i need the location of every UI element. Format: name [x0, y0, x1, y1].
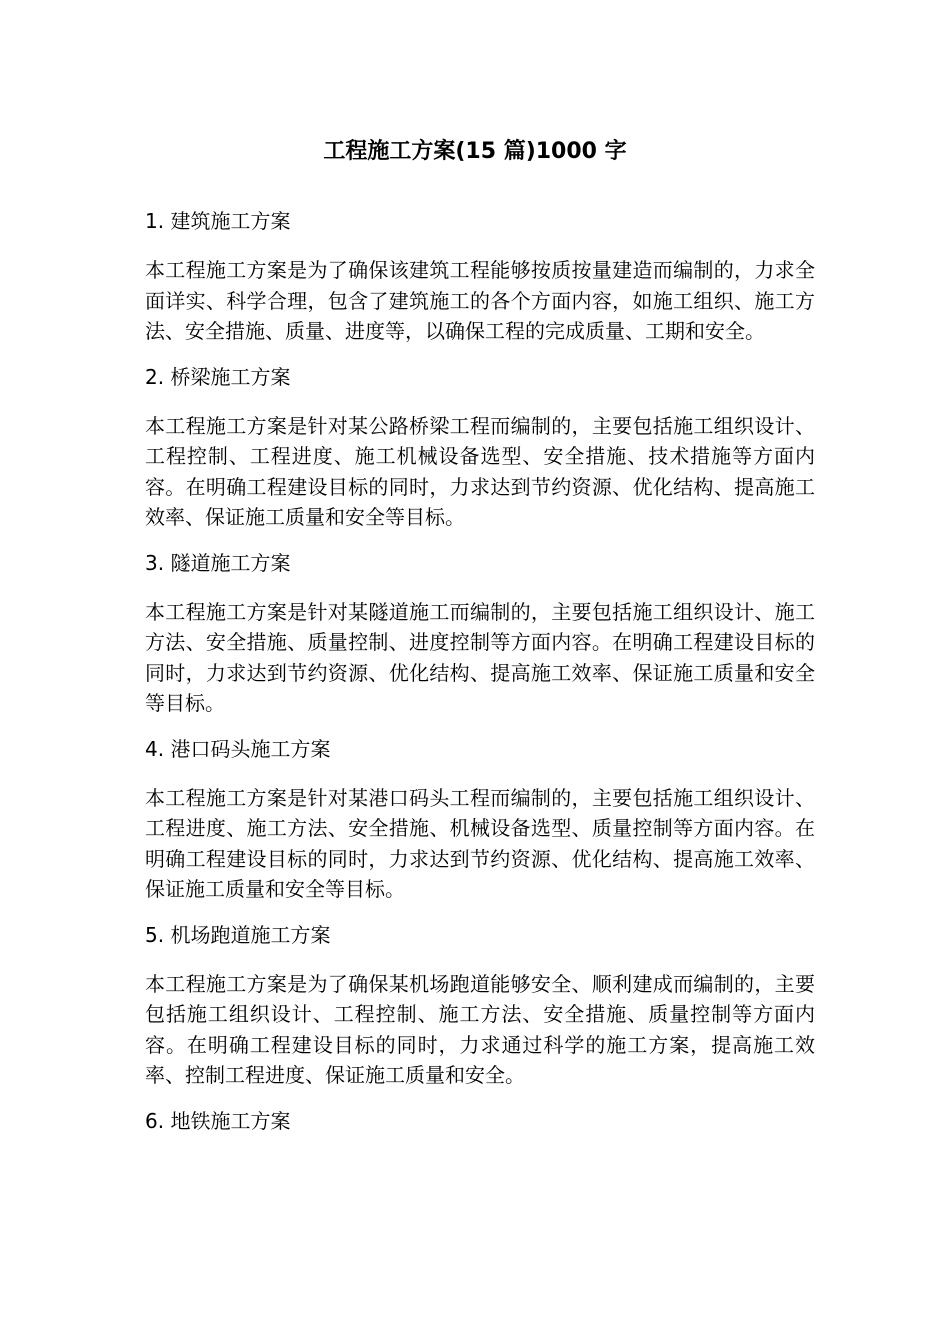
section-body-3: 本工程施工方案是针对某隧道施工而编制的，主要包括施工组织设计、施工方法、安全措施、质量控制、进度控制等方面内容。在明确工程建设目标的同时，力求达到节约资源、优化结构、提高施工效率、保证施工质量和安全等目标。 [145, 599, 815, 715]
section-heading-5: 5. 机场跑道施工方案 [145, 922, 331, 947]
section-body-2: 本工程施工方案是针对某公路桥梁工程而编制的，主要包括施工组织设计、工程控制、工程进度、施工机械设备选型、安全措施、技术措施等方面内容。在明确工程建设目标的同时，力求达到节约资源、优化结构、提高施工效率、保证施工质量和安全等目标。 [145, 413, 815, 529]
section-body-1: 本工程施工方案是为了确保该建筑工程能够按质按量建造而编制的，力求全面详实、科学合理，包含了建筑施工的各个方面内容，如施工组织、施工方法、安全措施、质量、进度等，以确保工程的完成质量、工期和安全。 [145, 258, 815, 343]
section-heading-2: 2. 桥梁施工方案 [145, 364, 291, 389]
section-heading-1: 1. 建筑施工方案 [145, 209, 291, 233]
section-heading-4: 4. 港口码头施工方案 [145, 736, 331, 761]
section-heading-3: 3. 隧道施工方案 [145, 550, 291, 575]
document-title: 工程施工方案(15 篇)1000 字 [323, 139, 627, 164]
section-body-5: 本工程施工方案是为了确保某机场跑道能够安全、顺利建成而编制的，主要包括施工组织设计、工程控制、施工方法、安全措施、质量控制等方面内容。在明确工程建设目标的同时，力求通过科学的施工方案，提高施工效率、控制工程进度、保证施工质量和安全。 [145, 971, 815, 1087]
section-heading-6: 6. 地铁施工方案 [145, 1108, 291, 1133]
document-content [145, 206, 815, 1155]
section-body-4: 本工程施工方案是针对某港口码头工程而编制的，主要包括施工组织设计、工程进度、施工方法、安全措施、机械设备选型、质量控制等方面内容。在明确工程建设目标的同时，力求达到节约资源、优化结构、提高施工效率、保证施工质量和安全等目标。 [145, 785, 815, 901]
